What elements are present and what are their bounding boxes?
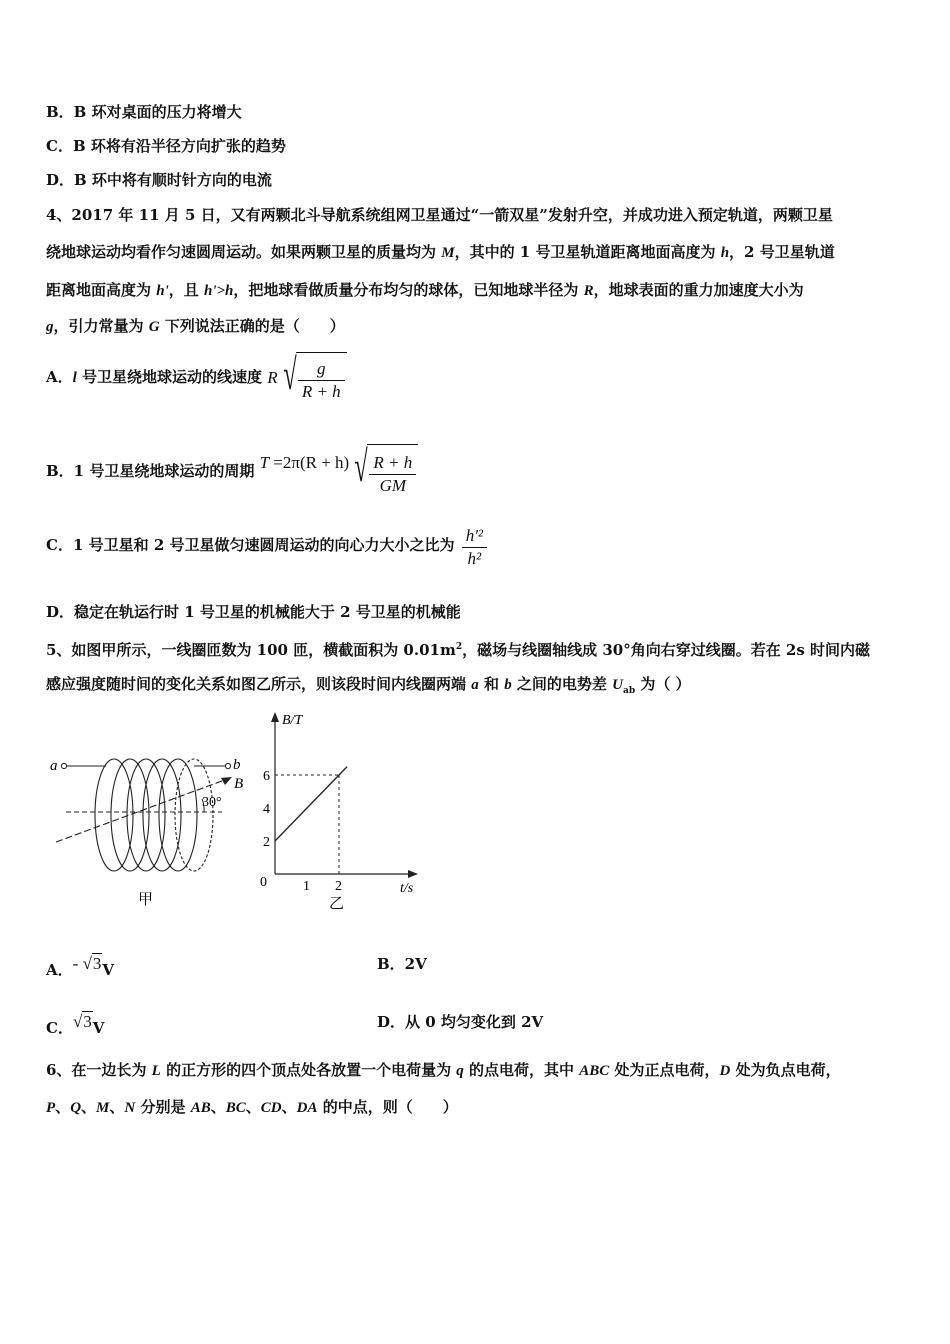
q4-option-c[interactable]: C．1 号卫星和 2 号卫星做匀速圆周运动的向心力大小之比为 $\frac{\text{h'²}}{\text{h²}}$ xyxy=(46,520,489,571)
q4-option-b[interactable]: B．1 号卫星绕地球运动的周期 T =2π(R + h) √ $\frac{R + h}{GM}$ xyxy=(46,436,418,500)
x-axis-label: t/s xyxy=(400,881,414,896)
y-axis-label: B/T xyxy=(282,713,303,728)
q4-stem-line3: 距离地面高度为 h'，且 h'>h，把地球看做质量分布均匀的球体，已知地球半径为 R，地球表面的重力加速度大小为 xyxy=(46,281,804,299)
option-c-prev: C．B 环将有沿半径方向扩张的趋势 xyxy=(46,137,286,155)
q4-stem-line1: 4、2017 年 11 月 5 日，又有两颗北斗导航系统组网卫星通过“一箭双星”发射升空，并成功进入预定轨道，两颗卫星 xyxy=(46,206,833,224)
graph-caption: 乙 xyxy=(329,896,345,912)
q6-stem-line1: 6、在一边长为 L 的正方形的四个顶点处各放置一个电荷量为 q 的点电荷，其中 ABC 处为正点电荷，D 处为负点电荷， xyxy=(46,1061,841,1079)
origin-label: 0 xyxy=(260,875,267,890)
sqrt-expression-b: √ $\frac{R + h}{GM}$ xyxy=(349,444,418,500)
q4-option-a[interactable]: A．l 号卫星绕地球运动的线速度 R √ $\frac{g}{R + h}$ xyxy=(46,352,347,404)
terminal-b xyxy=(225,763,230,768)
coil-label-b: b xyxy=(233,757,241,773)
y-tick-label: 2 xyxy=(263,835,270,850)
coil-wire xyxy=(64,759,226,871)
coil-figure xyxy=(50,757,243,908)
q4-stem-line4: g，引力常量为 G 下列说法正确的是（ ） xyxy=(46,317,345,335)
y-axis-arrow-icon xyxy=(271,712,279,722)
option-d-prev: D．B 环中将有顺时针方向的电流 xyxy=(46,171,272,189)
x-tick-label: 1 xyxy=(303,879,310,894)
coil-label-a: a xyxy=(50,758,58,774)
coil-label-B: B xyxy=(234,776,244,792)
bt-graph xyxy=(260,712,418,912)
q4-stem-line2: 绕地球运动均看作匀速圆周运动。如果两颗卫星的质量均为 M，其中的 1 号卫星轨道距离地面高度为 h，2 号卫星轨道 xyxy=(46,243,835,261)
option-b-prev: B．B 环对桌面的压力将增大 xyxy=(46,103,242,121)
y-tick-label: 6 xyxy=(263,769,270,784)
x-axis-arrow-icon xyxy=(408,870,418,878)
q5-option-b[interactable]: B．2V xyxy=(377,955,427,973)
q5-figures xyxy=(46,708,426,914)
q6-stem-line2: P、Q、M、N 分别是 AB、BC、CD、DA 的中点，则（ ） xyxy=(46,1098,458,1116)
terminal-a xyxy=(61,763,66,768)
sqrt-expression-a: √ $\frac{g}{R + h}$ xyxy=(278,352,347,404)
q5-option-c[interactable]: C．√3V xyxy=(46,1012,105,1037)
coil-caption: 甲 xyxy=(138,892,154,908)
q5-option-d[interactable]: D．从 0 均匀变化到 2V xyxy=(377,1013,544,1031)
x-tick-label: 2 xyxy=(335,879,342,894)
q5-stem-line1: 5、如图甲所示，一线圈匝数为 100 匝，横截面积为 $0.01m^2$，磁场与线圈轴线成 30°角向右穿过线圈。若在 2s 时间内磁 xyxy=(46,641,871,659)
q5-stem-line2: 感应强度随时间的变化关系如图乙所示，则该段时间内线圈两端 a 和 b 之间的电势差 $U_{ab}$ 为（ ） xyxy=(46,675,691,696)
q5-option-a[interactable]: A．- √3V xyxy=(46,954,115,979)
arrow-icon xyxy=(221,777,232,785)
coil-angle: 30° xyxy=(202,795,222,810)
data-line xyxy=(275,767,347,841)
q4-option-d[interactable]: D．稳定在轨运行时 1 号卫星的机械能大于 2 号卫星的机械能 xyxy=(46,603,461,621)
y-tick-label: 4 xyxy=(263,802,270,817)
